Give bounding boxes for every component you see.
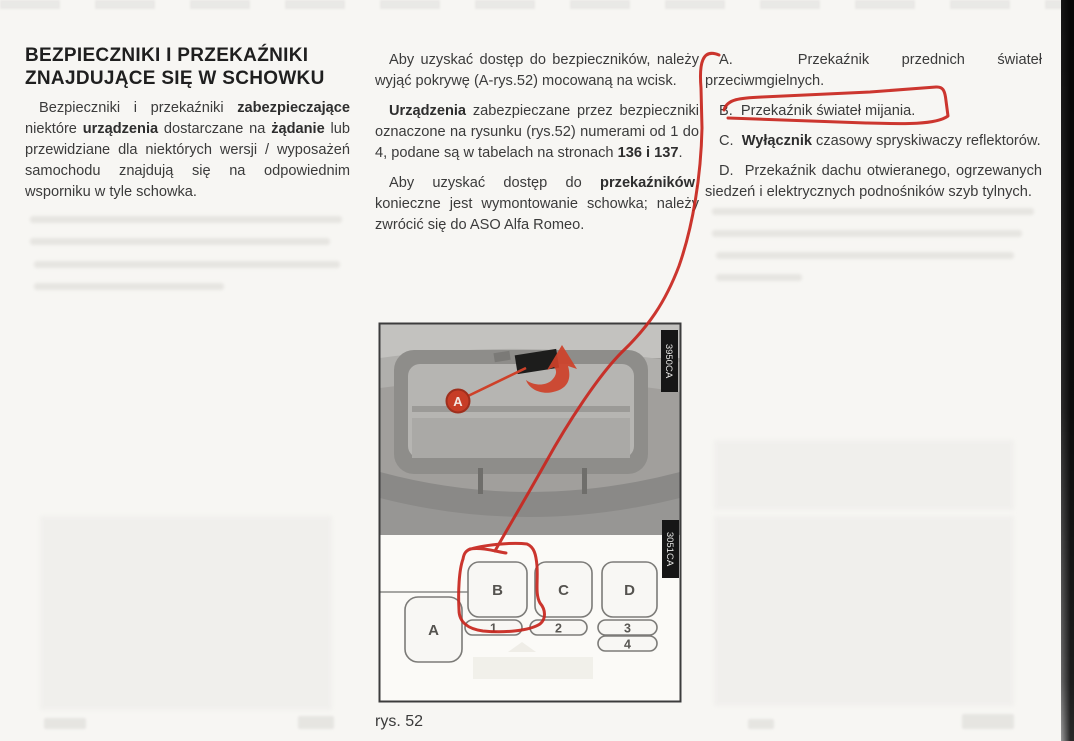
diagram-code-label: 3051CA — [664, 531, 675, 567]
photo-code-label: 3950CA — [663, 343, 674, 379]
column-left — [25, 44, 350, 212]
diagram-box-d-label: D — [624, 582, 635, 599]
item-letter: A. — [719, 52, 733, 68]
text-run-bold: przekaźników — [600, 175, 695, 191]
text-run: , konieczne jest wymontowanie schowka; należy zwrócić się do ASO Alfa Romeo. — [375, 175, 699, 233]
ghost-image — [40, 516, 332, 710]
diagram-box-b-label: B — [492, 582, 503, 599]
text-run: Bezpieczniki i przekaźniki — [39, 100, 238, 116]
text-run: Aby uzyskać dostęp do — [389, 175, 601, 191]
item-text: Przekaźnik świateł mijania. — [740, 103, 916, 119]
ghost-image — [714, 440, 1014, 510]
diagram-oval-4-label: 4 — [624, 637, 631, 652]
marker-a-label: A — [453, 394, 463, 409]
diagram-oval-3-label: 3 — [624, 621, 631, 636]
text-run-bold: żądanie — [271, 121, 325, 137]
diagram-box-a-label: A — [428, 622, 439, 639]
section-title — [25, 44, 350, 90]
text-run-bold: Urządzenia — [389, 103, 467, 119]
ghost-text-line — [712, 230, 1022, 237]
list-item-d — [705, 161, 1042, 203]
ghost-text-line — [34, 283, 224, 290]
figure-caption: rys. 52 — [375, 713, 424, 730]
figure-rys52 — [378, 322, 682, 704]
text-run: zabezpieczane przez bezpieczniki oznaczone na rysunku (rys.52) numerami od 1 do 4, podane są w tabelach na stronach — [375, 103, 699, 161]
text-run-bold: zabezpieczające — [237, 100, 350, 116]
item-letter: D. — [719, 163, 734, 179]
item-text-bold: Wyłącznik — [741, 133, 812, 149]
scan-edge-shadow — [1061, 0, 1074, 741]
diagram-oval-2-label: 2 — [555, 621, 562, 636]
text-run: niektóre — [25, 121, 83, 137]
ghost-caption — [298, 716, 334, 729]
paragraph-access-fuses: Aby uzyskać dostęp do bezpieczników, należy wyjąć pokrywę (A-rys.52) mocowaną na wcisk. — [375, 52, 699, 89]
ghost-image — [714, 516, 1014, 706]
list-item-b — [705, 101, 1042, 122]
paragraph-devices — [375, 101, 699, 164]
ghost-text-line — [30, 216, 342, 223]
section-title-line2: ZNAJDUJĄCE SIĘ W SCHOWKU — [25, 68, 325, 89]
ghost-text-line — [716, 252, 1014, 259]
glovebox-photo — [380, 324, 680, 535]
text-run-bold: urządzenia — [82, 121, 159, 137]
item-text: Przekaźnik przednich świateł przeciwmgielnych. — [705, 52, 1042, 89]
ghost-text-line — [30, 238, 330, 245]
ghost-caption — [962, 714, 1014, 729]
text-run: lub przewidziane dla niektórych wersji / wyposażeń samochodu znajdują się na odpowiednim wsporniku w tyle schowka. — [25, 121, 350, 200]
column-middle — [375, 50, 699, 245]
ghost-text-line — [34, 261, 340, 268]
item-text: Przekaźnik dachu otwieranego, ogrzewanych siedzeń i elektrycznych podnośników szyb tylnych. — [705, 163, 1043, 200]
item-text: czasowy spryskiwaczy reflektorów. — [812, 133, 1041, 149]
ghost-caption — [748, 719, 774, 729]
diagram-oval-1-label: 1 — [490, 621, 497, 636]
figure-drawing — [378, 322, 682, 704]
scan-smudge-top — [0, 0, 1074, 9]
ghost-text-line — [716, 274, 802, 281]
text-run-bold: 136 i 137 — [617, 145, 679, 161]
list-item-a — [705, 50, 1042, 92]
paragraph-access-relays — [375, 173, 699, 236]
section-title-line1: BEZPIECZNIKI I PRZEKAŹNIKI — [25, 45, 309, 66]
ghost-caption — [44, 718, 86, 729]
text-run: . — [678, 145, 683, 161]
column-right — [705, 50, 1042, 212]
paragraph-intro — [25, 98, 350, 203]
text-run: dostarczane na — [158, 121, 272, 137]
item-letter: C. — [719, 133, 734, 149]
diagram-box-c-label: C — [558, 582, 569, 599]
list-item-c — [705, 131, 1042, 152]
fusebox-diagram — [380, 520, 680, 701]
item-letter: B. — [719, 103, 733, 119]
